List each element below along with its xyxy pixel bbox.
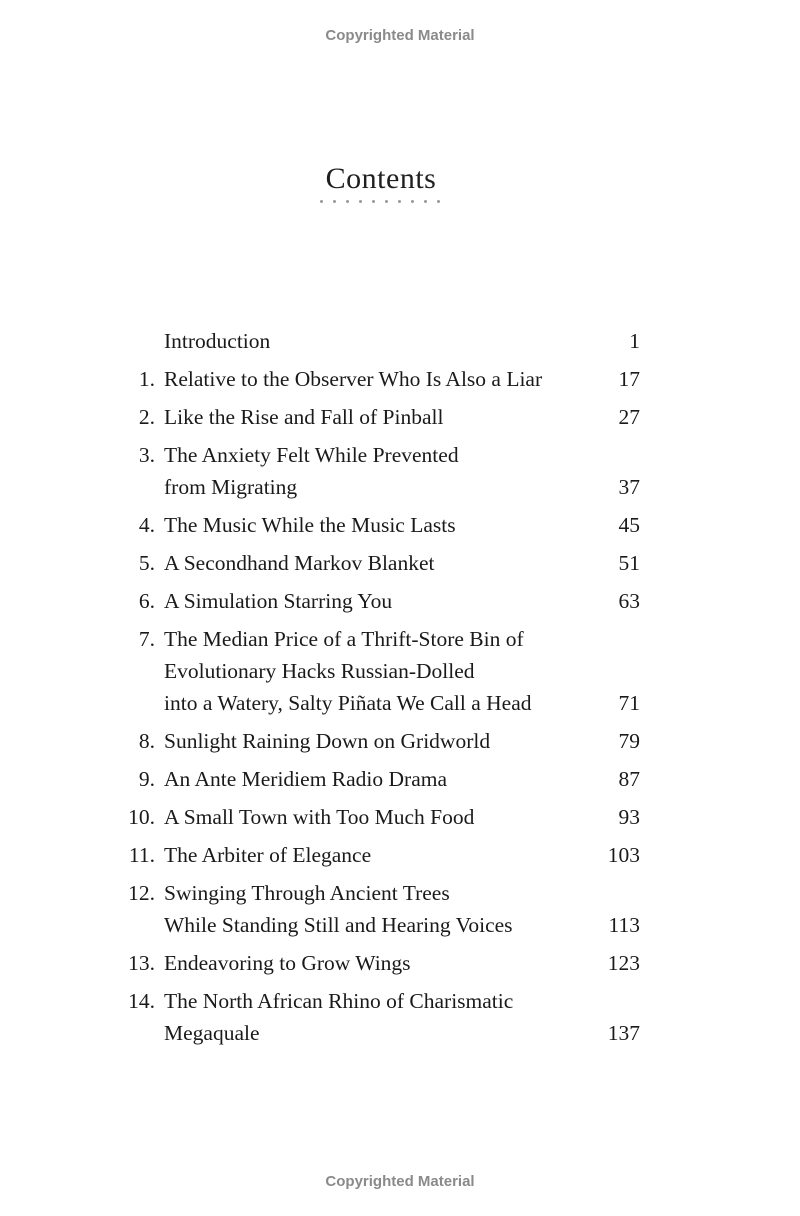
toc-entry-number: 10. xyxy=(128,805,155,829)
toc-entry-title xyxy=(164,947,570,979)
toc-entry-title-line: Sunlight Raining Down on Gridworld xyxy=(164,729,491,753)
toc-entry-number: 4. xyxy=(138,513,155,537)
toc-entry-title-line: Megaquale xyxy=(164,1021,260,1045)
toc-entry-title-line: Relative to the Observer Who Is Also a Liar xyxy=(164,367,543,391)
toc-entry-page-number: 113 xyxy=(608,913,640,937)
toc-entry-page-number: 79 xyxy=(618,729,640,753)
toc-entry-title-line: Swinging Through Ancient Trees xyxy=(164,881,450,905)
toc-entry-number: 1. xyxy=(138,367,155,391)
header-copyright: Copyrighted Material xyxy=(325,27,475,44)
toc-entry-number: 7. xyxy=(138,627,155,651)
toc-entry xyxy=(100,325,640,357)
toc-entry-page-number: 51 xyxy=(618,551,640,575)
toc-entry-number: 11. xyxy=(128,843,155,867)
toc-entry-page-number: 93 xyxy=(618,805,640,829)
toc-entry-number: 12. xyxy=(128,881,155,905)
toc-entry-title xyxy=(164,509,570,541)
toc-entry-title-line: A Secondhand Markov Blanket xyxy=(164,551,435,575)
toc-entry xyxy=(100,763,640,795)
title-ornament-dots xyxy=(320,200,440,203)
toc-entry xyxy=(100,801,640,833)
toc-entry-page-number: 37 xyxy=(618,475,640,499)
toc-entry-title-line: The North African Rhino of Charismatic xyxy=(164,989,514,1013)
toc-entry-title xyxy=(164,877,570,941)
toc-entry-title xyxy=(164,725,570,757)
toc-entry-page-number: 1 xyxy=(629,329,640,353)
toc-entry-title-line: Endeavoring to Grow Wings xyxy=(164,951,411,975)
toc-entry xyxy=(100,725,640,757)
toc-entry xyxy=(100,985,640,1049)
toc-entry-number: 5. xyxy=(138,551,155,575)
toc-entry-number: 2. xyxy=(138,405,155,429)
toc-entry-page-number: 45 xyxy=(618,513,640,537)
toc-entry-title xyxy=(164,325,570,357)
toc-entry-title-line: from Migrating xyxy=(164,475,298,499)
toc-entry-number: 13. xyxy=(128,951,155,975)
toc-entry-title-line: While Standing Still and Hearing Voices xyxy=(164,913,513,937)
toc-entry-number: 9. xyxy=(138,767,155,791)
toc-entry-page-number: 63 xyxy=(618,589,640,613)
toc-entry-page-number: 27 xyxy=(618,405,640,429)
toc-entry xyxy=(100,509,640,541)
toc-entry-title xyxy=(164,547,570,579)
toc-entry-title xyxy=(164,401,570,433)
toc-entry-title xyxy=(164,585,570,617)
toc-entry-number: 8. xyxy=(138,729,155,753)
toc-entry-title xyxy=(164,763,570,795)
toc-entry-title-line: Like the Rise and Fall of Pinball xyxy=(164,405,444,429)
toc-entry-number: 14. xyxy=(128,989,155,1013)
toc-entry xyxy=(100,623,640,719)
toc-entry-title-line: into a Watery, Salty Piñata We Call a Head xyxy=(164,691,532,715)
toc-entry-number: 3. xyxy=(138,443,155,467)
toc-entry-title xyxy=(164,839,570,871)
toc-entry-page-number: 103 xyxy=(607,843,640,867)
toc-entry xyxy=(100,585,640,617)
toc-entry xyxy=(100,877,640,941)
toc-entry-title-line: Evolutionary Hacks Russian-Dolled xyxy=(164,659,475,683)
page-title: Contents xyxy=(325,162,437,195)
toc-entry-title-line: A Simulation Starring You xyxy=(164,589,393,613)
toc-entry-title-line: The Music While the Music Lasts xyxy=(164,513,456,537)
toc-entry xyxy=(100,363,640,395)
toc-entry xyxy=(100,401,640,433)
toc-entry-title-line: The Median Price of a Thrift-Store Bin of xyxy=(164,627,524,651)
toc-entry-page-number: 123 xyxy=(607,951,640,975)
toc-entry-title-line: An Ante Meridiem Radio Drama xyxy=(164,767,448,791)
toc-entry xyxy=(100,947,640,979)
toc-entry-title xyxy=(164,363,570,395)
toc-entry-page-number: 87 xyxy=(618,767,640,791)
toc-entry xyxy=(100,547,640,579)
footer-copyright: Copyrighted Material xyxy=(325,1173,475,1190)
toc-entry xyxy=(100,439,640,503)
toc-entry-title-line: The Arbiter of Elegance xyxy=(164,843,372,867)
table-of-contents xyxy=(100,325,640,1055)
toc-entry-title-line: The Anxiety Felt While Prevented xyxy=(164,443,459,467)
toc-entry-page-number: 137 xyxy=(607,1021,640,1045)
toc-entry-title xyxy=(164,439,570,503)
toc-entry-title-line: A Small Town with Too Much Food xyxy=(164,805,475,829)
toc-entry xyxy=(100,839,640,871)
toc-entry-title-line: Introduction xyxy=(164,329,271,353)
toc-entry-title xyxy=(164,623,570,719)
toc-entry-number: 6. xyxy=(138,589,155,613)
toc-entry-title xyxy=(164,801,570,833)
toc-entry-page-number: 17 xyxy=(618,367,640,391)
toc-entry-title xyxy=(164,985,570,1049)
toc-entry-page-number: 71 xyxy=(618,691,640,715)
